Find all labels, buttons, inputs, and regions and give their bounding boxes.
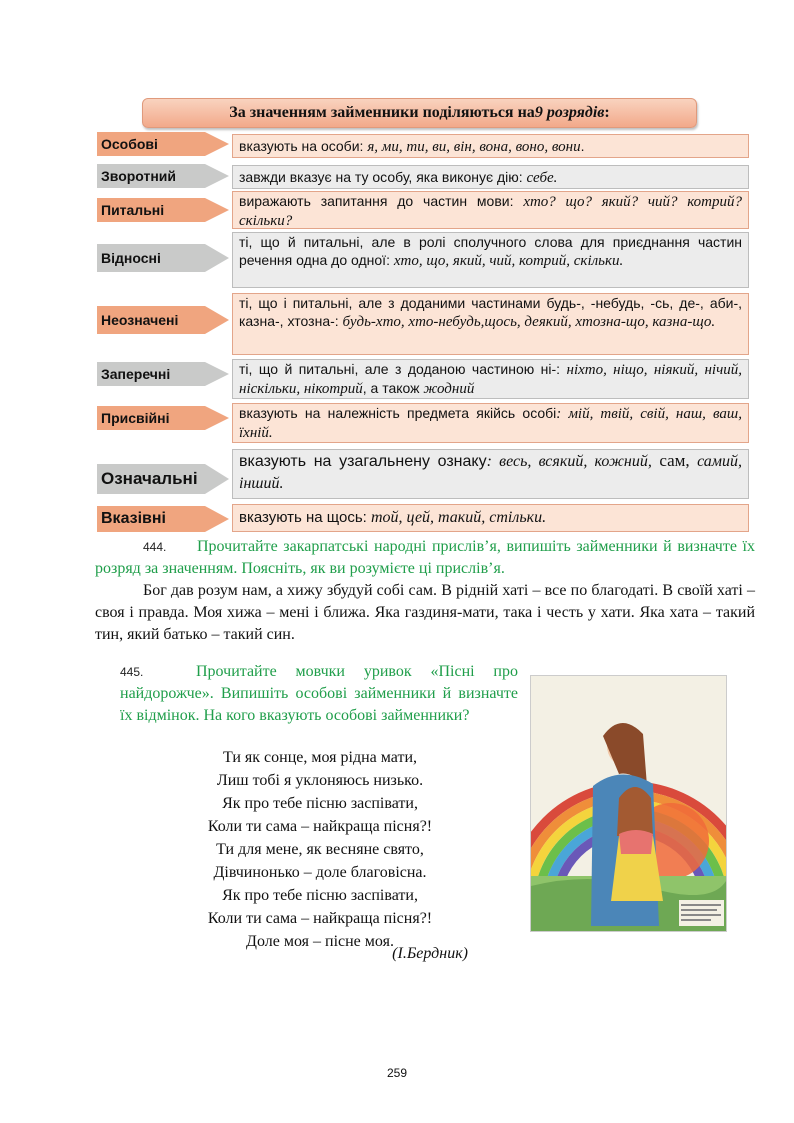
poem-author: (І.Бердник) (392, 945, 468, 962)
desc-text: ті, що й питальні, але в ролі сполучного слова для приєднання частин речення одна до одної: (239, 234, 742, 268)
category-desc-relative (232, 232, 749, 288)
desc-examples: хто? що? який? чий? котрий? скільки? (239, 194, 743, 229)
exercise-444 (95, 536, 755, 646)
desc-tail: сам, (651, 451, 698, 470)
category-tag-indefinite: Неозначені (101, 312, 179, 328)
page-number: 259 (386, 1066, 408, 1080)
desc-tail-examples: жодний (423, 381, 475, 397)
poem (120, 746, 520, 953)
desc-examples: хто, що, який, чий, котрий, скільки. (393, 253, 624, 269)
poem-line: Коли ти сама – найкраща пісня?! (207, 910, 433, 927)
desc-examples: ніхто, ніщо, ніякий, нічий, ніскільки, нікотрий (239, 362, 743, 397)
category-tag-reflexive: Зворотний (101, 168, 177, 184)
desc-tail: . (580, 138, 585, 154)
desc-text: вказують на належність предмета якійсь особі (239, 405, 557, 421)
category-desc-reflexive (232, 165, 749, 189)
banner-emph: 9 розрядів (534, 104, 605, 121)
category-tag-negative: Заперечні (101, 366, 171, 382)
category-tag-possessive: Присвійні (101, 410, 170, 426)
category-tag-attributive: Означальні (101, 469, 198, 488)
exercise-444-number: 444. (143, 540, 167, 554)
category-desc-negative (232, 359, 749, 399)
poem-line: Лиш тобі я уклоняюсь низько. (216, 772, 424, 789)
desc-examples: : весь, всякий, кожний, (486, 453, 652, 470)
desc-text: завжди вказує на ту особу, яка виконує дію: (239, 169, 527, 185)
banner-prefix: За значенням займенники поділяються на (229, 104, 535, 121)
desc-examples: я, ми, ти, ви, він, вона, воно, вони (367, 139, 581, 155)
desc-examples: себе. (526, 170, 558, 186)
desc-examples: : мій, твій, свій, наш, ваш, їхній. (239, 406, 742, 441)
exercise-444-task (95, 536, 755, 580)
desc-text: ті, що й питальні, але з доданою частиною ні-: (239, 361, 567, 377)
desc-text: вказують на узагальнену ознаку (239, 453, 487, 470)
exercise-445-task (120, 661, 518, 727)
poem-line: Як про тебе пісню заспівати, (222, 795, 418, 812)
desc-tail-examples: самий, інший. (239, 453, 743, 492)
category-desc-possessive (232, 403, 749, 443)
poem-line: Доле моя – пісне моя. (246, 933, 394, 950)
category-desc-attributive (232, 449, 749, 499)
category-desc-demonstrative (232, 504, 749, 532)
section-banner (142, 98, 697, 128)
desc-examples: той, цей, такий, стільки. (370, 509, 547, 526)
category-desc-personal (232, 134, 749, 158)
desc-examples: будь-хто, хто-небудь,щось, деякий, хтозна-що, казна-що. (342, 314, 716, 330)
poem-line: Ти як сонце, моя рідна мати, (222, 749, 418, 766)
desc-text: вказують на щось: (239, 509, 371, 526)
exercise-445-number: 445. (120, 665, 144, 679)
category-tag-personal: Особові (101, 136, 158, 152)
poem-line: Дівчинонько – доле благовісна. (213, 864, 427, 881)
exercise-445-task-block (120, 661, 518, 727)
banner-suffix: : (604, 104, 610, 121)
category-tag-interrogative: Питальні (101, 202, 165, 218)
category-desc-interrogative (232, 191, 749, 229)
poem-line: Коли ти сама – найкраща пісня?! (207, 818, 433, 835)
exercise-445-task-text: Прочитайте мовчки уривок «Пісні про найдорожче». Випишіть особові займенники й визначте їх відмінок. На кого вказують особові займенники? (120, 663, 518, 724)
desc-tail: , а також (362, 380, 424, 396)
illustration-mother-daughter (530, 675, 727, 932)
poem-line: Як про тебе пісню заспівати, (222, 887, 418, 904)
desc-text: вказують на особи: (239, 138, 368, 154)
category-tag-relative: Відносні (101, 250, 161, 266)
desc-text: виражають запитання до частин мови: (239, 193, 524, 209)
exercise-444-text: Бог дав розум нам, а хижу збудуй собі сам. В рідній хаті – все по благодаті. В своїй хаті – своя і правда. Моя хижа – мені і ближа. Яка газдиня-мати, така і честь у хати. Яка хата – такий тин, який батько – такий син. (95, 582, 755, 643)
poem-line: Ти для мене, як весняне свято, (216, 841, 424, 858)
category-desc-indefinite (232, 293, 749, 355)
category-tag-demonstrative: Вказівні (101, 510, 166, 527)
exercise-444-task-text: Прочитайте закарпатські народні прислів’я, випишіть займенники й визначте їх розряд за значенням. Поясніть, як ви розумієте ці прислів’я. (95, 538, 755, 577)
desc-text: ті, що і питальні, але з доданими частинами будь-, -небудь, -сь, де-, аби-, казна-, хтозна-: (239, 295, 742, 329)
